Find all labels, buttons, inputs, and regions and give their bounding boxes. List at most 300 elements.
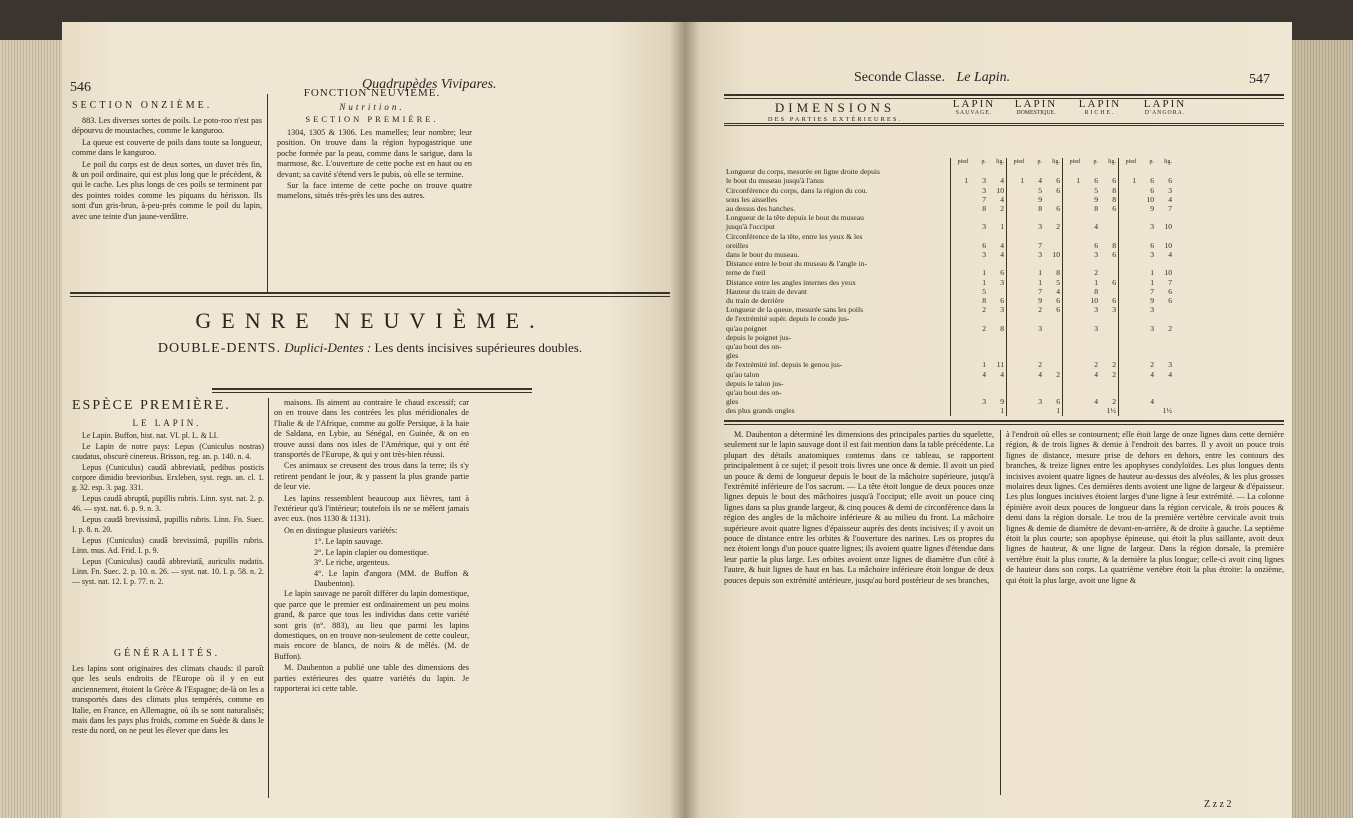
cell-value [1064,388,1082,397]
cell-value [1044,360,1063,369]
daubenton-text-right [1006,430,1284,586]
daubenton-text-left [724,430,994,587]
cell-value [988,167,1007,176]
cell-value [1120,342,1138,351]
cell-value: 6 [1112,250,1116,260]
row-label: jusqu'à l'occiput [726,222,775,232]
cell-value [1044,324,1063,333]
cell-value [1120,370,1138,379]
cell-value: 4 [1000,240,1004,250]
signature-mark: Z z z 2 [1204,799,1232,810]
paragraph: 1304, 1305 & 1306. Les mamelles; leur nombre; leur position. On trouve dans la région hypogastrique une poche formée par la peau, comme dans le sarigue, dans la marmose, &c. L'ouverture de cette poche est en haut ou en devant; sa cavité s'étend vers le pubis, où elle se termine. [277,128,472,179]
cell-value: 6 [1056,397,1060,407]
cell-value: 1 [1056,406,1060,416]
cell-value [988,213,1007,222]
cell-value [1120,324,1138,333]
page-number-left: 546 [70,80,91,95]
cell-value [1120,397,1138,406]
genus-latin: Duplici-Dentes : [284,340,372,355]
cell-value: 3 [1150,250,1154,260]
cell-value: 3 [982,185,986,195]
cell-value: 9 [1038,296,1042,306]
cell-value [1008,296,1026,305]
cell-value: 6 [982,240,986,250]
cell-value: 1 [1150,268,1154,278]
cell-value: 10 [1146,194,1154,204]
cell-value [1156,388,1174,397]
cell-value [1026,167,1044,176]
cell-value [1026,213,1044,222]
cell-value [1008,213,1026,222]
cell-value: 8 [1112,185,1116,195]
cell-value [1100,351,1119,360]
cell-value [988,314,1007,323]
cell-value: 6 [1056,204,1060,214]
table-row [724,204,1174,213]
cell-value [970,259,988,268]
cell-value: 7 [1150,286,1154,296]
cell-value [1100,222,1119,231]
cell-value: 1 [964,176,968,186]
paragraph: On en distingue plusieurs variétés: [284,525,398,535]
unit-label: p. [981,159,986,165]
cell-value: 10 [1164,240,1172,250]
row-label: du train de derrière [726,296,784,306]
cell-value: 1 [1132,176,1136,186]
cell-value [1064,259,1082,268]
cell-value [1120,241,1138,250]
genre-heading: GENRE NEUVIÈME. [195,308,545,333]
running-head-class: Seconde Classe. [854,70,945,85]
cell-value [1120,287,1138,296]
cell-value [1100,259,1119,268]
cell-value [988,232,1007,241]
double-rule-short [212,388,532,393]
double-rule [70,292,670,297]
cell-value: 4 [1056,286,1060,296]
cell-value: 4 [1000,194,1004,204]
cell-value [1064,342,1082,351]
cell-value [1120,406,1138,415]
row-label: sous les aisselles [726,194,778,204]
cell-value: 2 [1168,323,1172,333]
cell-value [1008,314,1026,323]
cell-value [1008,259,1026,268]
cell-value: 4 [1000,369,1004,379]
cell-value [1008,241,1026,250]
cell-value: 1 [1020,176,1024,186]
cell-value: 9 [1150,204,1154,214]
cell-value: 2 [1112,369,1116,379]
cell-value [1100,287,1119,296]
cell-value [952,241,970,250]
cell-value [1044,388,1063,397]
cell-value [952,379,970,388]
cell-value: 6 [1112,204,1116,214]
cell-value [1008,268,1026,277]
cell-value [1082,351,1100,360]
cell-value [970,351,988,360]
cell-value [1026,406,1044,415]
cell-value [1138,314,1156,323]
cell-value: 3 [1038,222,1042,232]
cell-value [1100,167,1119,176]
cell-value: 10 [996,185,1004,195]
cell-value [952,268,970,277]
cell-value [1120,167,1138,176]
cell-value [952,222,970,231]
cell-value [952,186,970,195]
table-bottom-rule [724,420,1284,425]
cell-value [1064,406,1082,415]
cell-value: 6 [1168,176,1172,186]
function9-text [277,128,472,203]
cell-value: 1½ [1162,406,1172,416]
cell-value [1082,314,1100,323]
running-head-topic: Le Lapin. [956,70,1011,85]
table-row [724,342,1174,351]
cell-value [1156,232,1174,241]
function-heading: FONCTION NEUVIÈME. [303,87,441,99]
row-label: Distance entre le bout du museau & l'angle in- [726,259,867,269]
cell-value [1082,342,1100,351]
cell-value [1156,213,1174,222]
cell-value: 3 [1000,305,1004,315]
cell-value [1138,342,1156,351]
cell-value [1008,360,1026,369]
cell-value [1138,388,1156,397]
cell-value [1156,397,1174,406]
cell-value [1082,388,1100,397]
cell-value: 6 [1056,305,1060,315]
cell-value: 6 [1000,296,1004,306]
cell-value: 8 [1094,286,1098,296]
cell-value: 11 [996,360,1004,370]
cell-value: 3 [1168,185,1172,195]
row-label: Circonférence du corps, dans la région du cou. [726,185,868,195]
cell-value [988,351,1007,360]
cell-value [1008,351,1026,360]
cell-value [988,259,1007,268]
paragraph: Sur la face interne de cette poche on trouve quatre mamelons, situés très-près les uns des autres. [277,181,472,201]
cell-value: 6 [1056,176,1060,186]
cell-value [952,351,970,360]
synonymy [72,431,264,588]
unit-label: lig. [996,159,1004,165]
cell-value [1044,232,1063,241]
column-divider [1000,430,1001,795]
right-page [684,22,1292,818]
running-head-left: Quadrupèdes Vivipares. [362,77,497,92]
cell-value [1120,360,1138,369]
table-row [724,397,1174,406]
cell-value [1008,324,1026,333]
variety-item: 2°. Le lapin clapier ou domestique. [314,547,429,557]
unit-label: pied [1069,159,1080,165]
cell-value [952,250,970,259]
synonym: Lepus (Cuniculus) caudâ abbreviatâ, auriculis nudatis. Linn. Fn. Suec. 2. p. 10. n. 26. — syst. nat. 10. I. p. 58. n. 2. — syst. nat. 12. I. p. 77. n. 2. [72,557,264,586]
column-divider [268,398,269,798]
cell-value: 3 [1168,360,1172,370]
cell-value [1120,232,1138,241]
cell-value: 3 [982,176,986,186]
page-number-right: 547 [1249,72,1270,87]
cell-value: 8 [1000,323,1004,333]
section-heading-2: SECTION PREMIÈRE. [305,114,439,124]
cell-value [1082,379,1100,388]
row-label: de l'extrémité supér. depuis le coude jus- [726,314,850,324]
unit-label: pied [957,159,968,165]
cell-value: 5 [1056,277,1060,287]
cell-value [1044,351,1063,360]
cell-value [1100,314,1119,323]
cell-value [1156,342,1174,351]
cell-value [1064,167,1082,176]
cell-value: 6 [1150,240,1154,250]
cell-value [952,397,970,406]
cell-value: 1 [982,268,986,278]
cell-value [1044,167,1063,176]
table-row [724,314,1174,323]
table-row [724,287,1174,296]
cell-value [1008,250,1026,259]
table-row [724,259,1174,268]
cell-value [1120,250,1138,259]
cell-value: 6 [1150,176,1154,186]
cell-value [1082,333,1100,342]
cell-value: 3 [982,397,986,407]
unit-label: lig. [1052,159,1060,165]
cell-value [1138,351,1156,360]
cell-value [1064,195,1082,204]
cell-value [1064,397,1082,406]
variety-item: 3°. Le riche, argenteus. [314,558,390,568]
cell-value: 6 [1168,296,1172,306]
cell-value [1008,333,1026,342]
cell-value [952,406,970,415]
cell-value: 4 [1094,397,1098,407]
cell-value [1044,342,1063,351]
table-subtitle: DES PARTIES EXTÉRIEURES. [767,116,903,123]
row-label: qu'au poignet [726,323,767,333]
cell-value [1008,397,1026,406]
cell-value [1064,314,1082,323]
table-row [724,296,1174,305]
table-row [724,176,1174,185]
row-label: Circonférence de la tête, entre les yeux & les [726,231,863,241]
genre-description [70,340,670,357]
cell-value [952,314,970,323]
cell-value [988,333,1007,342]
paragraph: La queue est couverte de poils dans toute sa longueur, comme dans le kanguroo. [72,137,262,158]
cell-value: 9 [1150,296,1154,306]
cell-value: 5 [982,286,986,296]
cell-value [952,204,970,213]
page-edges-right [1290,40,1353,818]
cell-value: 8 [982,296,986,306]
cell-value [988,379,1007,388]
paragraph: M. Daubenton a publié une table des dimensions des parties extérieures des quatre variétés du lapin. Je rapporterai ici cette table. [274,663,469,693]
cell-value [1064,379,1082,388]
cell-value: 4 [982,369,986,379]
cell-value [1082,406,1100,415]
row-label: Longueur du corps, mesurée en ligne droite depuis [726,167,880,177]
cell-value: 6 [1000,268,1004,278]
cell-value: 3 [1150,222,1154,232]
cell-value [1138,213,1156,222]
cell-value [952,232,970,241]
cell-value [1120,195,1138,204]
cell-value [1138,406,1156,415]
cell-value [1064,296,1082,305]
cell-value: 3 [1112,305,1116,315]
cell-value [952,167,970,176]
cell-value [952,296,970,305]
cell-value [1008,232,1026,241]
row-label: qu'au bout des on- [726,342,782,352]
cell-value [970,167,988,176]
cell-value: 4 [1038,176,1042,186]
cell-value: 4 [1150,397,1154,407]
variety-item: 1°. Le lapin sauvage. [314,537,383,547]
cell-value [1120,213,1138,222]
cell-value: 4 [1000,250,1004,260]
cell-value [952,388,970,397]
cell-value [1100,342,1119,351]
cell-value [1100,213,1119,222]
cell-value [1026,259,1044,268]
cell-value [1064,324,1082,333]
cell-value [1064,305,1082,314]
cell-value: 5 [1094,185,1098,195]
row-label: gles [726,351,739,361]
cell-value: 1 [1094,277,1098,287]
cell-value [970,379,988,388]
cell-value [1064,351,1082,360]
cell-value [1026,314,1044,323]
book-gutter [670,22,700,818]
cell-value: 5 [1038,185,1042,195]
table-row [724,232,1174,241]
cell-value [1100,388,1119,397]
table-column-headers [946,98,1284,120]
unit-label: pied [1013,159,1024,165]
cell-value [1120,305,1138,314]
cell-value: 9 [1038,194,1042,204]
table-header-label [724,100,946,123]
cell-value [1044,195,1063,204]
cell-value [1120,388,1138,397]
cell-value [1008,204,1026,213]
cell-value [1008,287,1026,296]
cell-value [1156,314,1174,323]
cell-value [1120,351,1138,360]
cell-value: 1 [1000,222,1004,232]
cell-value [1064,268,1082,277]
section-heading: SECTION ONZIÈME. [72,100,213,111]
cell-value [1064,287,1082,296]
cell-value [952,278,970,287]
unit-label: p. [1037,159,1042,165]
row-label: gles [726,397,739,407]
cell-value: 8 [1056,268,1060,278]
cell-value [970,333,988,342]
cell-value: 3 [1094,305,1098,315]
cell-value [1064,360,1082,369]
cell-value: 9 [1000,397,1004,407]
cell-value [1044,241,1063,250]
cell-value [1120,268,1138,277]
cell-value [1120,222,1138,231]
cell-value [952,370,970,379]
function-subheading: Nutrition. [339,102,405,112]
cell-value [1044,259,1063,268]
cell-value [970,388,988,397]
cell-value: 2 [1038,305,1042,315]
row-label: le bout du museau jusqu'à l'anus [726,176,824,186]
cell-value [1156,305,1174,314]
column-divider [267,94,268,294]
paragraph: Le lapin sauvage ne paroît différer du lapin domestique, que parce que le premier est ordinairement un peu moins grand, & parce que tous les individus dans cette variété sont gris (n°. 883), au lieu que parmi les lapins domestiques, on en trouve non-seulement de cette couleur, mais encore de blancs, de noirs & de mêlés. (M. de Buffon). [274,589,469,661]
cell-value [970,314,988,323]
cell-value: 6 [1168,286,1172,296]
cell-value: 3 [982,250,986,260]
cell-value [988,287,1007,296]
cell-value: 4 [1094,222,1098,232]
cell-value: 2 [1112,397,1116,407]
cell-value: 4 [1168,250,1172,260]
cell-value: 6 [1112,277,1116,287]
cell-value: 9 [1094,194,1098,204]
cell-value [1100,232,1119,241]
synonym: Le Lapin de notre pays: Lepus (Cuniculus nostras) caudatus, obscurè cinereus. Brisson, reg. an. p. 140. n. 4. [72,442,264,461]
column-header: LAPIN DOMESTIQUE. [1014,98,1058,116]
cell-value [1138,379,1156,388]
cell-value: 1½ [1106,406,1116,416]
cell-value [1064,186,1082,195]
unit-label: lig. [1108,159,1116,165]
cell-value [1008,222,1026,231]
cell-value [1026,333,1044,342]
cell-value [1120,333,1138,342]
cell-value [1156,379,1174,388]
cell-value [1008,167,1026,176]
cell-value [1138,232,1156,241]
cell-value: 2 [1056,222,1060,232]
dimensions-table [724,158,1284,416]
cell-value [952,305,970,314]
column-header: LAPIN D'ANGORA. [1143,98,1187,116]
row-label: terne de l'œil [726,268,766,278]
row-label: oreilles [726,240,749,250]
cell-value [1026,342,1044,351]
cell-value: 1 [982,277,986,287]
cell-value [1100,333,1119,342]
cell-value [1026,351,1044,360]
table-row [724,305,1174,314]
table-row [724,241,1174,250]
cell-value [1082,259,1100,268]
row-label: au dessus des hanches. [726,204,796,214]
cell-value [1008,342,1026,351]
cell-value: 3 [1150,323,1154,333]
cell-value [952,342,970,351]
paragraph: 883. Les diverses sortes de poils. Le poto-roo n'est pas dépourvu de moustaches, comme le kanguroo. [72,116,262,136]
cell-value: 2 [1094,268,1098,278]
table-row [724,250,1174,259]
cell-value [1064,222,1082,231]
cell-value [1064,370,1082,379]
